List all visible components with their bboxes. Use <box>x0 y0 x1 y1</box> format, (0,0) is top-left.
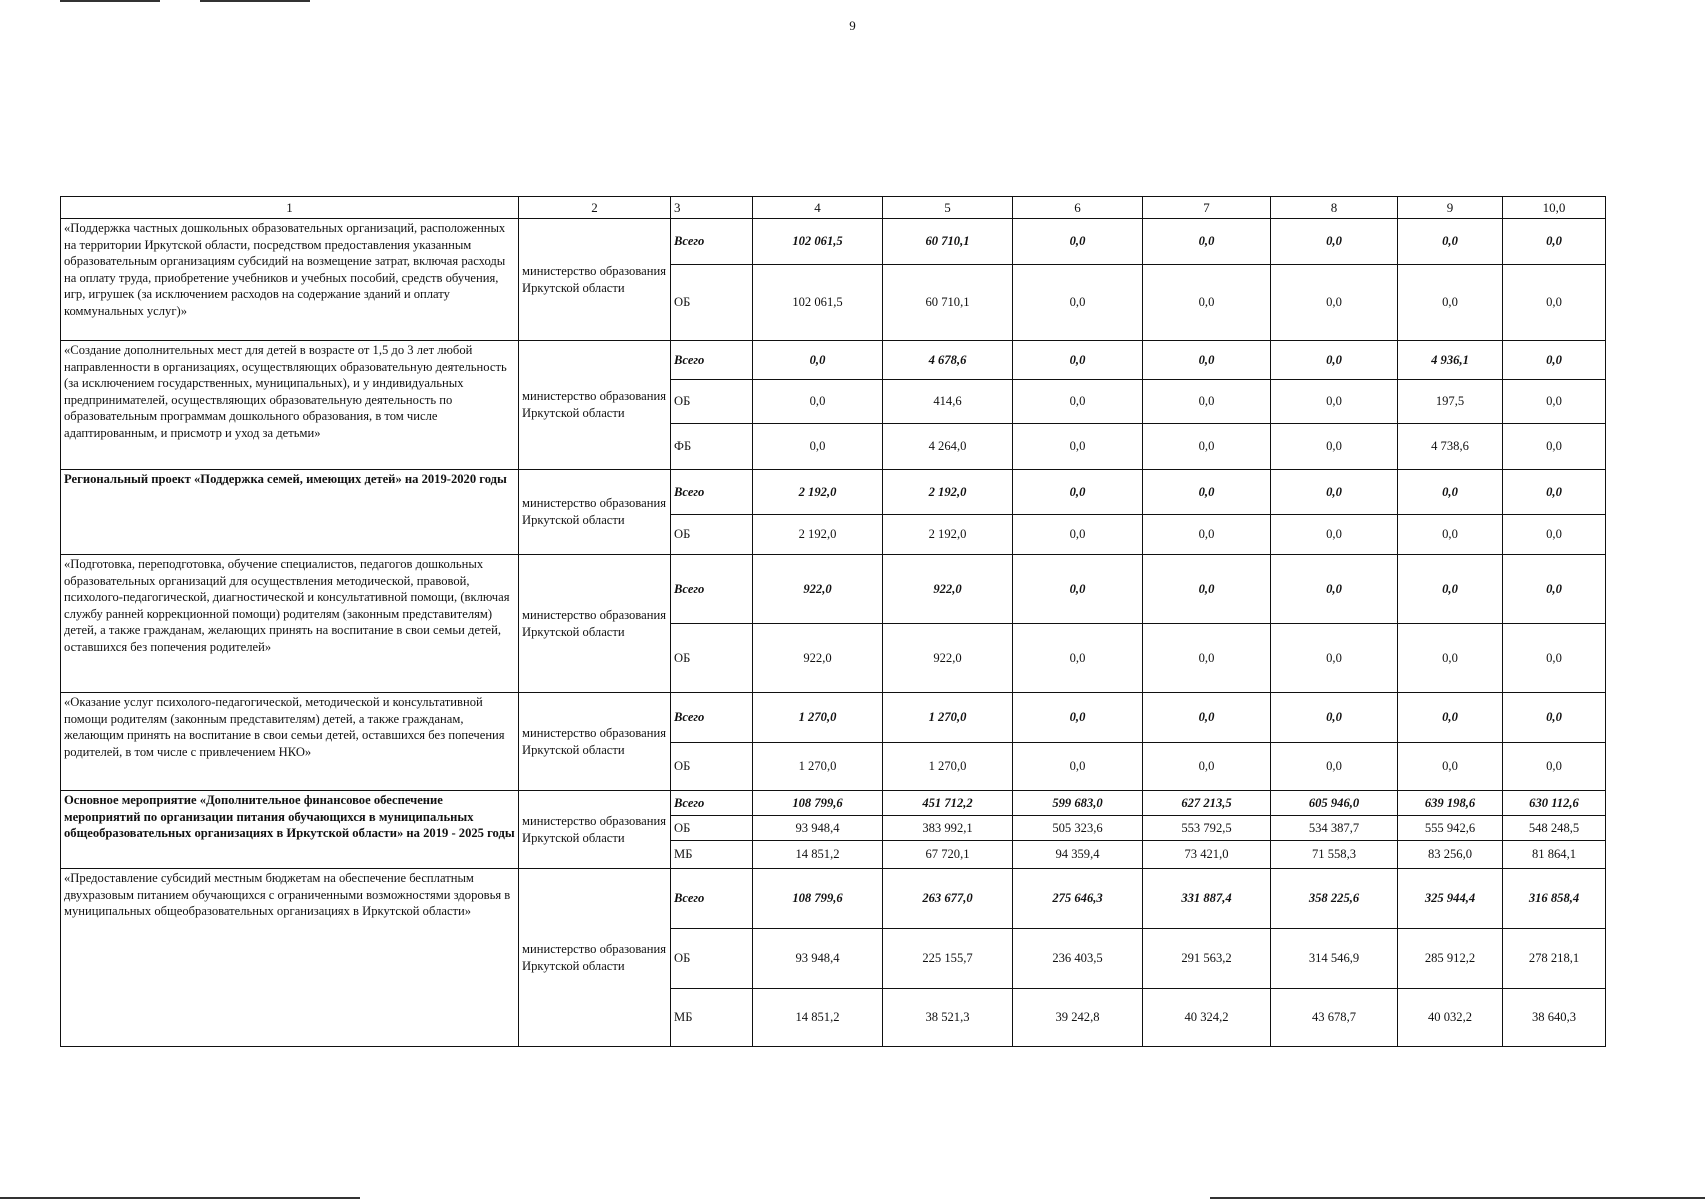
amount-cell: 0,0 <box>1143 555 1271 624</box>
amount-cell: 0,0 <box>1271 424 1398 470</box>
activity-description: «Оказание услуг психолого-педагогической, методической и консультативной помощи родителям (законным представителям) детей, а также гражданам, желающим принять на воспитание в свои семьи детей, оставшихся без попечения родителей, в том числе с привлечением НКО» <box>61 693 519 791</box>
amount-cell: 0,0 <box>1398 219 1503 265</box>
responsible-executor: министерство образования Иркутской области <box>519 791 671 869</box>
amount-cell: 1 270,0 <box>883 743 1013 791</box>
funding-source: ОБ <box>671 743 753 791</box>
amount-cell: 922,0 <box>883 624 1013 693</box>
amount-cell: 0,0 <box>1503 743 1606 791</box>
amount-cell: 0,0 <box>1013 555 1143 624</box>
amount-cell: 451 712,2 <box>883 791 1013 816</box>
budget-table <box>60 196 1606 1047</box>
amount-cell: 0,0 <box>1013 424 1143 470</box>
amount-cell: 0,0 <box>753 341 883 380</box>
amount-cell: 0,0 <box>1013 693 1143 743</box>
amount-cell: 0,0 <box>1398 515 1503 555</box>
amount-cell: 0,0 <box>1143 424 1271 470</box>
amount-cell: 102 061,5 <box>753 265 883 341</box>
column-number: 1 <box>61 197 519 219</box>
amount-cell: 71 558,3 <box>1271 841 1398 869</box>
amount-cell: 0,0 <box>1503 424 1606 470</box>
amount-cell: 60 710,1 <box>883 265 1013 341</box>
amount-cell: 0,0 <box>1503 555 1606 624</box>
funding-source: Всего <box>671 791 753 816</box>
amount-cell: 0,0 <box>1271 743 1398 791</box>
column-number: 2 <box>519 197 671 219</box>
funding-source: Всего <box>671 555 753 624</box>
amount-cell: 922,0 <box>753 555 883 624</box>
column-number: 4 <box>753 197 883 219</box>
amount-cell: 325 944,4 <box>1398 869 1503 929</box>
amount-cell: 331 887,4 <box>1143 869 1271 929</box>
funding-source: МБ <box>671 989 753 1047</box>
funding-source: МБ <box>671 841 753 869</box>
amount-cell: 0,0 <box>1013 380 1143 424</box>
amount-cell: 40 032,2 <box>1398 989 1503 1047</box>
scan-edge-line <box>0 1197 360 1199</box>
amount-cell: 314 546,9 <box>1271 929 1398 989</box>
amount-cell: 4 936,1 <box>1398 341 1503 380</box>
table-row <box>61 555 1606 624</box>
amount-cell: 14 851,2 <box>753 989 883 1047</box>
funding-source: ОБ <box>671 816 753 841</box>
activity-description: «Предоставление субсидий местным бюджетам на обеспечение бесплатным двухразовым питанием обучающихся с ограниченными возможностями здоровья в муниципальных общеобразовательных организациях в Иркутской области» <box>61 869 519 1047</box>
amount-cell: 60 710,1 <box>883 219 1013 265</box>
amount-cell: 0,0 <box>1013 470 1143 515</box>
amount-cell: 505 323,6 <box>1013 816 1143 841</box>
amount-cell: 93 948,4 <box>753 929 883 989</box>
funding-source: Всего <box>671 693 753 743</box>
amount-cell: 922,0 <box>753 624 883 693</box>
amount-cell: 599 683,0 <box>1013 791 1143 816</box>
amount-cell: 1 270,0 <box>883 693 1013 743</box>
scan-edge-line <box>1210 1197 1705 1199</box>
amount-cell: 0,0 <box>1398 265 1503 341</box>
amount-cell: 548 248,5 <box>1503 816 1606 841</box>
amount-cell: 0,0 <box>1271 693 1398 743</box>
amount-cell: 414,6 <box>883 380 1013 424</box>
amount-cell: 291 563,2 <box>1143 929 1271 989</box>
amount-cell: 102 061,5 <box>753 219 883 265</box>
table-row <box>61 219 1606 265</box>
amount-cell: 630 112,6 <box>1503 791 1606 816</box>
funding-source: ОБ <box>671 929 753 989</box>
amount-cell: 38 640,3 <box>1503 989 1606 1047</box>
amount-cell: 0,0 <box>1271 380 1398 424</box>
amount-cell: 38 521,3 <box>883 989 1013 1047</box>
amount-cell: 0,0 <box>1143 265 1271 341</box>
amount-cell: 358 225,6 <box>1271 869 1398 929</box>
amount-cell: 0,0 <box>753 380 883 424</box>
amount-cell: 0,0 <box>1013 219 1143 265</box>
amount-cell: 0,0 <box>1271 515 1398 555</box>
responsible-executor: министерство образования Иркутской области <box>519 470 671 555</box>
amount-cell: 108 799,6 <box>753 869 883 929</box>
amount-cell: 263 677,0 <box>883 869 1013 929</box>
amount-cell: 39 242,8 <box>1013 989 1143 1047</box>
amount-cell: 0,0 <box>1503 341 1606 380</box>
responsible-executor: министерство образования Иркутской области <box>519 693 671 791</box>
amount-cell: 285 912,2 <box>1398 929 1503 989</box>
amount-cell: 0,0 <box>1143 743 1271 791</box>
amount-cell: 0,0 <box>1398 743 1503 791</box>
amount-cell: 553 792,5 <box>1143 816 1271 841</box>
amount-cell: 0,0 <box>1143 219 1271 265</box>
amount-cell: 4 738,6 <box>1398 424 1503 470</box>
column-number: 6 <box>1013 197 1143 219</box>
funding-source: Всего <box>671 219 753 265</box>
amount-cell: 4 264,0 <box>883 424 1013 470</box>
amount-cell: 0,0 <box>1503 624 1606 693</box>
amount-cell: 94 359,4 <box>1013 841 1143 869</box>
amount-cell: 275 646,3 <box>1013 869 1143 929</box>
funding-source: ОБ <box>671 265 753 341</box>
table-row <box>61 470 1606 515</box>
column-number-row <box>61 197 1606 219</box>
amount-cell: 534 387,7 <box>1271 816 1398 841</box>
funding-source: ОБ <box>671 624 753 693</box>
amount-cell: 225 155,7 <box>883 929 1013 989</box>
funding-source: ОБ <box>671 380 753 424</box>
responsible-executor: министерство образования Иркутской области <box>519 341 671 470</box>
amount-cell: 0,0 <box>1398 470 1503 515</box>
amount-cell: 0,0 <box>1271 624 1398 693</box>
amount-cell: 1 270,0 <box>753 743 883 791</box>
amount-cell: 0,0 <box>1398 555 1503 624</box>
amount-cell: 236 403,5 <box>1013 929 1143 989</box>
amount-cell: 0,0 <box>1143 341 1271 380</box>
amount-cell: 14 851,2 <box>753 841 883 869</box>
activity-description: «Подготовка, переподготовка, обучение специалистов, педагогов дошкольных образовательных организаций для осуществления методической, правовой, психолого-педагогической, диагностической и консультативной помощи, (включая службу ранней коррекционной помощи) родителям (законным представителям) детей, а также гражданам, желающих принять на воспитание в свои семьи детей, оставшихся без попечения родителей» <box>61 555 519 693</box>
amount-cell: 108 799,6 <box>753 791 883 816</box>
amount-cell: 922,0 <box>883 555 1013 624</box>
funding-source: Всего <box>671 341 753 380</box>
amount-cell: 0,0 <box>1143 693 1271 743</box>
amount-cell: 316 858,4 <box>1503 869 1606 929</box>
funding-source: Всего <box>671 470 753 515</box>
amount-cell: 0,0 <box>1143 470 1271 515</box>
amount-cell: 0,0 <box>1398 693 1503 743</box>
amount-cell: 0,0 <box>1503 470 1606 515</box>
column-number: 9 <box>1398 197 1503 219</box>
amount-cell: 43 678,7 <box>1271 989 1398 1047</box>
amount-cell: 2 192,0 <box>883 470 1013 515</box>
column-number: 7 <box>1143 197 1271 219</box>
activity-description: Региональный проект «Поддержка семей, имеющих детей» на 2019-2020 годы <box>61 470 519 555</box>
amount-cell: 0,0 <box>1271 265 1398 341</box>
table-row <box>61 341 1606 380</box>
amount-cell: 73 421,0 <box>1143 841 1271 869</box>
amount-cell: 0,0 <box>1013 265 1143 341</box>
amount-cell: 81 864,1 <box>1503 841 1606 869</box>
amount-cell: 0,0 <box>1143 515 1271 555</box>
amount-cell: 0,0 <box>1503 219 1606 265</box>
amount-cell: 40 324,2 <box>1143 989 1271 1047</box>
table-row <box>61 791 1606 816</box>
amount-cell: 0,0 <box>1271 219 1398 265</box>
activity-description: «Поддержка частных дошкольных образовательных организаций, расположенных на территории Иркутской области, посредством предоставления указанным образовательным организациям субсидий на возмещение затрат, включая расходы на оплату труда, приобретение учебников и учебных пособий, средств обучения, игр, игрушек (за исключением расходов на содержание зданий и оплату коммунальных услуг)» <box>61 219 519 341</box>
amount-cell: 0,0 <box>1013 341 1143 380</box>
amount-cell: 0,0 <box>1143 380 1271 424</box>
amount-cell: 0,0 <box>1271 555 1398 624</box>
amount-cell: 639 198,6 <box>1398 791 1503 816</box>
funding-source: ОБ <box>671 515 753 555</box>
responsible-executor: министерство образования Иркутской области <box>519 555 671 693</box>
amount-cell: 0,0 <box>1013 515 1143 555</box>
responsible-executor: министерство образования Иркутской области <box>519 869 671 1047</box>
amount-cell: 2 192,0 <box>883 515 1013 555</box>
funding-source: Всего <box>671 869 753 929</box>
funding-source: ФБ <box>671 424 753 470</box>
amount-cell: 278 218,1 <box>1503 929 1606 989</box>
amount-cell: 2 192,0 <box>753 470 883 515</box>
responsible-executor: министерство образования Иркутской области <box>519 219 671 341</box>
amount-cell: 0,0 <box>1398 624 1503 693</box>
amount-cell: 0,0 <box>1271 470 1398 515</box>
amount-cell: 0,0 <box>1503 265 1606 341</box>
column-number: 10,0 <box>1503 197 1606 219</box>
scan-edge-line <box>60 0 160 2</box>
amount-cell: 93 948,4 <box>753 816 883 841</box>
amount-cell: 0,0 <box>1013 743 1143 791</box>
amount-cell: 383 992,1 <box>883 816 1013 841</box>
activity-description: Основное мероприятие «Дополнительное финансовое обеспечение мероприятий по организации питания обучающихся в муниципальных общеобразовательных организациях в Иркутской области» на 2019 - 2025 годы <box>61 791 519 869</box>
amount-cell: 1 270,0 <box>753 693 883 743</box>
column-number: 8 <box>1271 197 1398 219</box>
amount-cell: 605 946,0 <box>1271 791 1398 816</box>
table-row <box>61 869 1606 929</box>
amount-cell: 2 192,0 <box>753 515 883 555</box>
amount-cell: 4 678,6 <box>883 341 1013 380</box>
amount-cell: 0,0 <box>753 424 883 470</box>
amount-cell: 0,0 <box>1503 380 1606 424</box>
amount-cell: 67 720,1 <box>883 841 1013 869</box>
table-row <box>61 693 1606 743</box>
amount-cell: 555 942,6 <box>1398 816 1503 841</box>
amount-cell: 0,0 <box>1013 624 1143 693</box>
page-number: 9 <box>849 18 856 33</box>
amount-cell: 0,0 <box>1143 624 1271 693</box>
column-number: 3 <box>671 197 753 219</box>
amount-cell: 0,0 <box>1271 341 1398 380</box>
column-number: 5 <box>883 197 1013 219</box>
activity-description: «Создание дополнительных мест для детей в возрасте от 1,5 до 3 лет любой направленности в организациях, осуществляющих образовательную деятельность (за исключением государственных, муниципальных), и у индивидуальных предпринимателей, осуществляющих образовательную деятельность по образовательным программам дошкольного образования, в том числе адаптированным, и присмотр и уход за детьми» <box>61 341 519 470</box>
amount-cell: 83 256,0 <box>1398 841 1503 869</box>
table-body <box>61 197 1606 1047</box>
scan-edge-line <box>200 0 310 2</box>
amount-cell: 627 213,5 <box>1143 791 1271 816</box>
amount-cell: 197,5 <box>1398 380 1503 424</box>
amount-cell: 0,0 <box>1503 693 1606 743</box>
amount-cell: 0,0 <box>1503 515 1606 555</box>
